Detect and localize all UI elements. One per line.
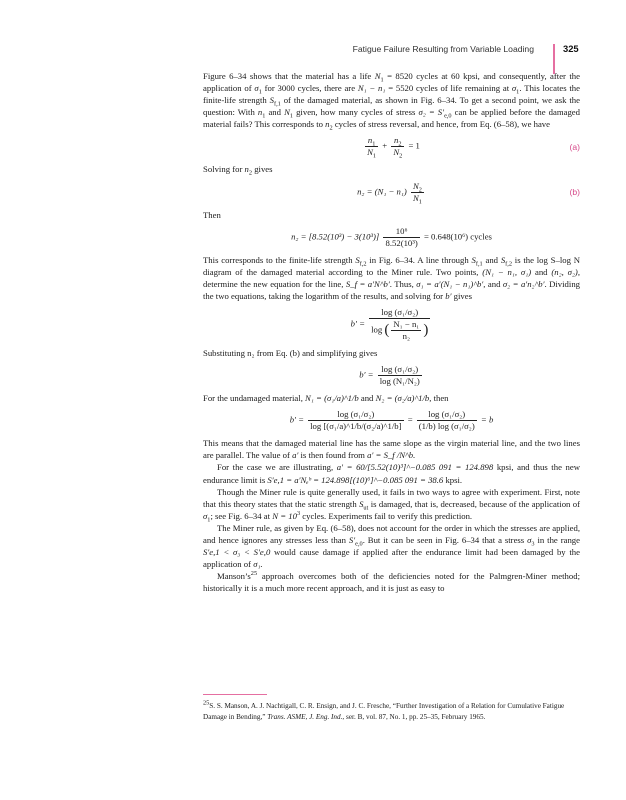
page-number: 325 [563, 43, 579, 54]
paragraph-4: Though the Miner rule is quite generally used, it fails in two ways to agree with experiment. First, note that this theory states that the static strength $S_{ut}$ is damaged, that is, decreased, because of the application of $\sigma_1$; see Fig. 6–34 at $N = 10^3$ cycles. Experiments fail to verify this prediction. [203, 486, 580, 524]
paragraph-6: $Manson’s^{25}$ approach overcomes both of the deficiencies noted for the Palmgren-Miner method; historically it is a much more recent approach, and it is just as easy to [203, 570, 580, 594]
running-title: Fatigue Failure Resulting from Variable Loading [352, 44, 534, 54]
equation-b: n₂ = (N₁ − n₁) $\frac{N_2}{N_1}$ (b) [357, 180, 580, 206]
footnote-number: 25 [203, 699, 210, 707]
page-header [0, 44, 626, 60]
equation-bprime-1: b′ = log (σ₁/σ₂) log ( $\frac{\text{N₁ − n₁}}{\text{n₂}}$ ) [350, 307, 429, 342]
paragraph-1: Figure 6–34 shows that the material has a life $N_1 = 8520$ cycles at 60 kpsi, and consequently, after the application of $\sigma_1$ for 3000 cycles, there are N₁ − n₁ = 5520 cycles of life remaining at $\sigma_1$. This locates the finite-life strength $S_{f,1}$ of the damaged material, as shown in Fig. 6–34. To get a second point, we ask the question: With $n_1$ and $N_1$ given, how many cycles of stress $\sigma_2 = S'_{e,0}$ can be applied before the damaged material fails? This corresponds to $n_2$ cycles of stress reversal, and hence, from Eq. (6–58), we have [203, 71, 581, 133]
paragraph-5: The Miner rule, as given by Eq. (6–58), does not account for the order in which the stresses are applied, and hence ignores any stresses less than $S'_{e,0}$. But it can be seen in Fig. 6–34 that a stress $\sigma_3$ in the range S′e,1 < σ₃ < S′e,0 would cause damage if applied after the endurance limit had been damaged by the application of σ₁. [203, 522, 580, 570]
equation-a: $\frac{n_1}{N_1}$ + $\frac{n_2}{N_2}$ = 1 (a) [367, 135, 580, 161]
paragraph-2: This corresponds to the finite-life strength $S_{f,2}$ in Fig. 6–34. A line through $S_{f,1}$ and $S_{f,2}$ is the log S–log N diagram of the damaged material according to the Miner rule. Two points, (N₁ − n₁, σ₁) and (n₂, σ₂), determine the new equation for the line, S_f = a′N^b′. Thus, σ₁ = a′(N₁ − n₁)^b′, and σ₂ = a′n₂^b′. Dividing the two equations, taking the logarithm of the results, and solving for b′ gives [203, 254, 581, 301]
footnote: $^{25}$S. S. Manson, A. J. Nachtigall, C. R. Ensign, and J. C. Fresche, “Further Investigation of a Relation for Cumulative Fatigue Damage in Bending,” Trans. ASME, J. Eng. Ind., ser. B, vol. 87, No. 1, pp. 25–35, February 1965. [203, 699, 565, 722]
equation-label-a: (a) [569, 141, 580, 152]
paragraph-3b: For the case we are illustrating, a′ = 60/[5.52(10)³]^−0.085 091 = 124.898 kpsi, and thus the new endurance limit is S′e,1 = a′Nₑᵇ = 124.898[(10)⁶]^−0.085 091 = 38.6 kpsi. [203, 462, 580, 485]
main-text [203, 70, 580, 594]
footnote-rule [203, 694, 267, 695]
then-line: Then [203, 209, 221, 220]
equation-label-b: (b) [569, 187, 580, 198]
equation-n2-value: n₂ = [8.52(10³) − 3(10³)] $\frac{\text{10⁶}}{\text{8.52(10³)}}$ = 0.648(10⁶) cycles [291, 225, 492, 248]
equation-bprime-3: b′ = $\frac{\text{log (σ₁/σ₂)}}{\text{log [(σ₁/a)\textasciicircum{}1/b/(σ₂/a)\textasciicircum{}1/b]}}$ = $\frac{\text{log (σ₁/σ₂)}}{\text{(1/b) log (σ₁/σ₂)}}$ = b [289, 409, 494, 432]
solving-line: Solving for $n_2$ gives [203, 164, 273, 178]
substituting-line: Substituting n₂ from Eq. (b) and simplifying gives [203, 348, 378, 359]
undamaged-line: For the undamaged material, N₁ = (σ₁/a)^1/b and N₂ = (σ₂/a)^1/b, then [203, 393, 449, 404]
equation-bprime-2: b′ = $\frac{\text{log (σ₁/σ₂)}}{\text{log (N₁/N₂)}}$ [359, 364, 420, 387]
paragraph-3: This means that the damaged material line has the same slope as the virgin material line, and the two lines are parallel. The value of a′ is then found from a′ = S_f /N^b. [203, 438, 580, 461]
